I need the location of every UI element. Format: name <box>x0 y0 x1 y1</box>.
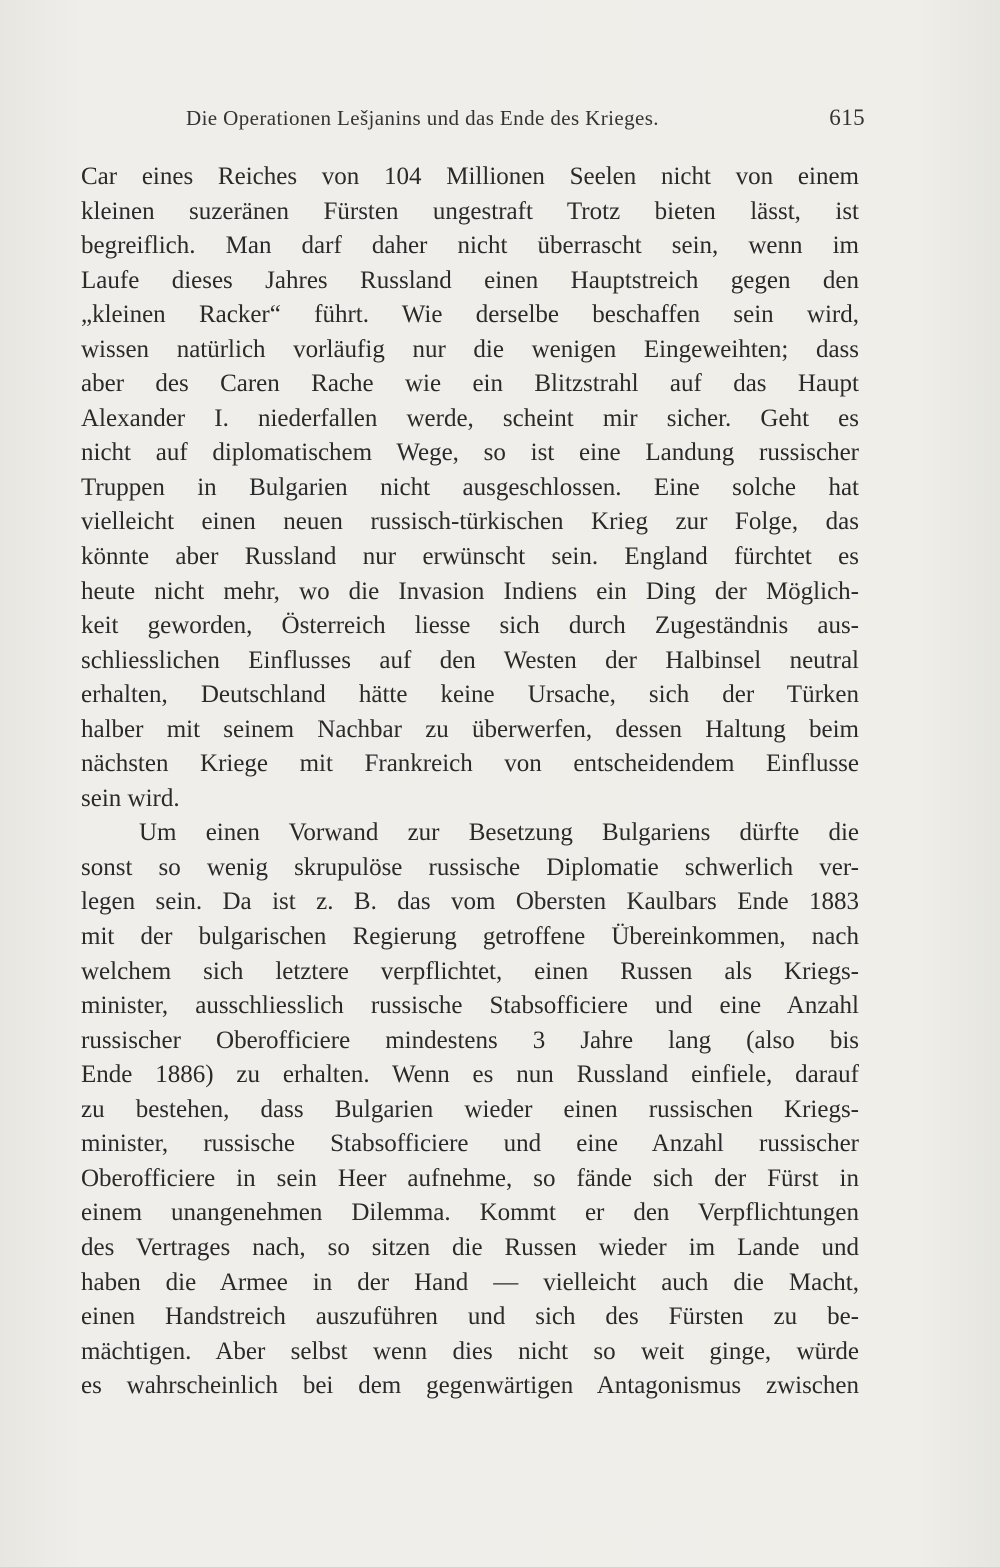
text-line: erhalten, Deutschland hätte keine Ursache, sich der Türken <box>81 681 859 709</box>
paragraph-1 <box>81 160 859 816</box>
text-line: aber des Caren Rache wie ein Blitzstrahl auf das Haupt <box>81 370 859 398</box>
text-line: mächtigen. Aber selbst wenn dies nicht so weit ginge, würde <box>81 1337 859 1365</box>
text-line: keit geworden, Österreich liesse sich durch Zugeständnis aus- <box>81 612 859 640</box>
text-line: welchem sich letztere verpflichtet, einen Russen als Kriegs- <box>81 957 859 985</box>
text-line: Car eines Reiches von 104 Millionen Seelen nicht von einem <box>81 163 859 190</box>
text-line: es wahrscheinlich bei dem gegenwärtigen Antagonismus zwischen <box>81 1372 859 1400</box>
text-line: Um einen Vorwand zur Besetzung Bulgariens dürfte die <box>139 819 859 847</box>
text-line: zu bestehen, dass Bulgarien wieder einen russischen Kriegs- <box>81 1095 859 1123</box>
text-line: Oberofficiere in sein Heer aufnehme, so fände sich der Fürst in <box>81 1164 859 1192</box>
text-line: einen Handstreich auszuführen und sich des Fürsten zu be- <box>81 1303 859 1331</box>
text-line: Truppen in Bulgarien nicht ausgeschlossen. Eine solche hat <box>81 473 859 501</box>
text-line: wissen natürlich vorläufig nur die wenigen Eingeweihten; dass <box>81 335 859 363</box>
text-line: haben die Armee in der Hand — vielleicht auch die Macht, <box>81 1268 859 1296</box>
text-line: nicht auf diplomatischem Wege, so ist eine Landung russischer <box>81 439 859 467</box>
text-line: heute nicht mehr, wo die Invasion Indiens ein Ding der Möglich- <box>81 577 859 605</box>
text-line: russischer Oberofficiere mindestens 3 Jahre lang (also bis <box>81 1026 859 1054</box>
text-line: mit der bulgarischen Regierung getroffene Übereinkommen, nach <box>81 923 859 951</box>
paragraph-2 <box>81 816 859 1403</box>
text-line: nächsten Kriege mit Frankreich von entscheidendem Einflusse <box>81 750 859 778</box>
text-line: Ende 1886) zu erhalten. Wenn es nun Russland einfiele, darauf <box>81 1061 859 1089</box>
text-line: vielleicht einen neuen russisch-türkischen Krieg zur Folge, das <box>81 508 859 536</box>
text-line: Alexander I. niederfallen werde, scheint mir sicher. Geht es <box>81 404 859 432</box>
text-line: könnte aber Russland nur erwünscht sein. England fürchtet es <box>81 543 859 571</box>
text-line: kleinen suzeränen Fürsten ungestraft Trotz bieten lässt, ist <box>81 197 859 225</box>
text-line: des Vertrages nach, so sitzen die Russen wieder im Lande und <box>81 1233 859 1261</box>
text-line: Laufe dieses Jahres Russland einen Hauptstreich gegen den <box>81 266 859 294</box>
text-line: minister, ausschliesslich russische Stabsofficiere und eine Anzahl <box>81 992 859 1020</box>
text-line: minister, russische Stabsofficiere und eine Anzahl russischer <box>81 1130 859 1158</box>
text-line: halber mit seinem Nachbar zu überwerfen, dessen Haltung beim <box>81 715 859 743</box>
body-text <box>81 160 859 1404</box>
text-line: schliesslichen Einflusses auf den Westen der Halbinsel neutral <box>81 646 859 674</box>
text-line: begreiflich. Man darf daher nicht überrascht sein, wenn im <box>81 232 859 260</box>
text-line: sein wird. <box>81 784 180 812</box>
running-head <box>80 106 865 136</box>
text-line: einem unangenehmen Dilemma. Kommt er den Verpflichtungen <box>81 1199 859 1227</box>
text-line: sonst so wenig skrupulöse russische Diplomatie schwerlich ver- <box>81 853 859 881</box>
running-title: Die Operationen Lešjanins und das Ende des Krieges. <box>186 106 659 130</box>
page-number: 615 <box>829 105 865 130</box>
text-line: legen sein. Da ist z. B. das vom Obersten Kaulbars Ende 1883 <box>81 888 859 916</box>
text-line: „kleinen Racker“ führt. Wie derselbe beschaffen sein wird, <box>81 301 859 329</box>
